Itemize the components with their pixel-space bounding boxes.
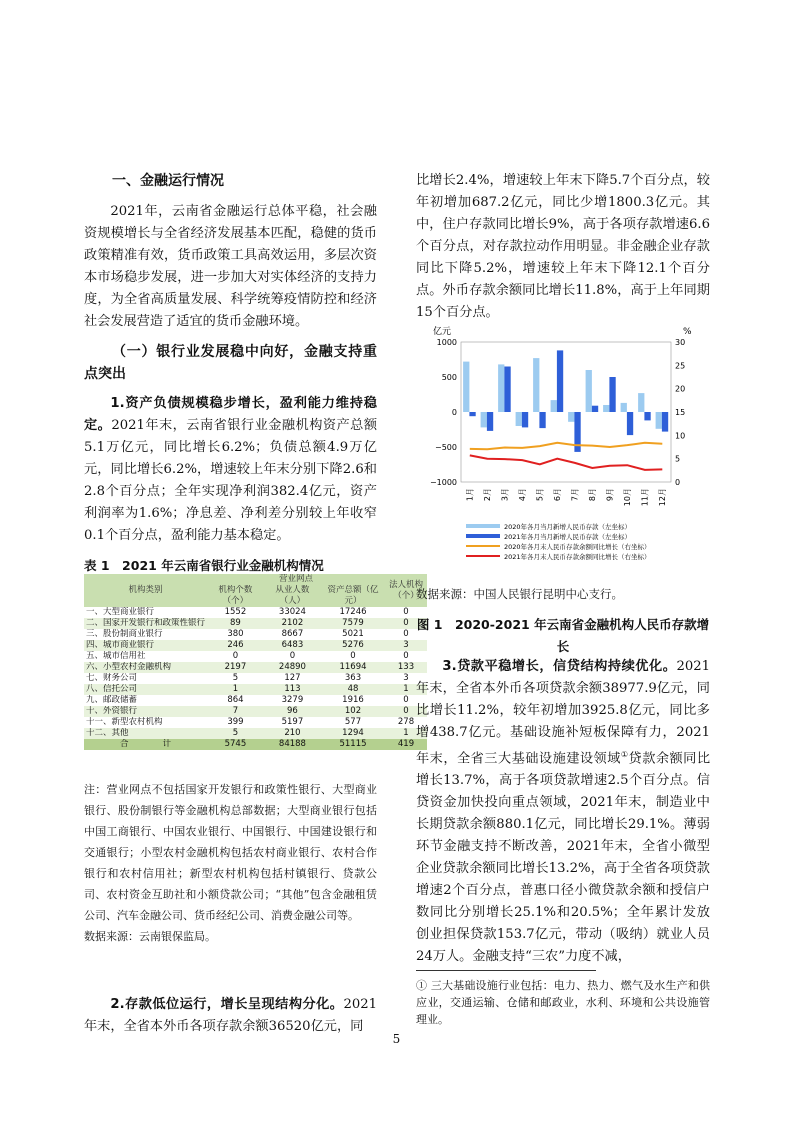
right-tick-label: 15	[675, 408, 686, 417]
table-row	[84, 728, 427, 739]
legend-label: 2021年各月当月新增人民币存款（左坐标）	[504, 533, 632, 541]
bar	[568, 412, 574, 422]
row-staff: 2102	[264, 618, 321, 629]
table-row	[84, 717, 427, 728]
row-staff: 96	[264, 706, 321, 717]
deposit-chart-svg	[416, 324, 716, 574]
row-staff: 210	[264, 728, 321, 739]
row-assets: 48	[321, 684, 385, 695]
table-row	[84, 684, 427, 695]
table-row	[84, 640, 427, 651]
row-name: 四、城市商业银行	[84, 640, 207, 651]
right-tick-label: 5	[675, 454, 681, 464]
bar	[662, 412, 668, 432]
bar	[498, 364, 504, 412]
right-tick-label: 0	[675, 478, 681, 487]
series-line	[470, 443, 663, 450]
row-count: 1	[207, 684, 264, 695]
row-assets: 102	[321, 706, 385, 717]
row-name: 九、邮政储蓄	[86, 695, 138, 705]
paragraph-3-heading: 3.贷款平稳增长，信贷结构持续优化。	[442, 659, 677, 674]
page-number: 5	[392, 1032, 401, 1046]
x-tick-label: 11月	[640, 488, 650, 507]
right-column-bottom	[416, 656, 710, 968]
legend-label: 2021年各月末人民币存款余额同比增长（右坐标）	[504, 553, 651, 561]
x-tick-label: 3月	[500, 488, 510, 502]
right-column-top	[416, 170, 710, 324]
paragraph-1-heading: 1.资产负债规模稳步增长，盈利能力维持稳定。	[84, 396, 377, 433]
row-assets: 11694	[321, 662, 385, 673]
row-count: 399	[227, 717, 244, 727]
bar	[638, 393, 644, 412]
series-line	[470, 455, 663, 470]
total-count: 5745	[207, 739, 264, 750]
row-legal: 0	[403, 629, 409, 639]
row-name: 二、国家开发银行和政策性银行	[86, 618, 206, 628]
total-assets: 51115	[321, 739, 385, 750]
x-tick-label: 6月	[552, 488, 562, 502]
left-column	[84, 166, 377, 547]
footnote-rule	[416, 970, 596, 971]
row-staff: 6483	[264, 640, 321, 651]
row-staff: 8667	[281, 629, 304, 639]
bar	[603, 405, 609, 412]
table-row	[84, 673, 427, 684]
table-note: 注：营业网点不包括国家开发银行和政策性银行、大型商业银行、股份制银行等金融机构总部数据；大型商业银行包括中国工商银行、中国农业银行、中国银行、中国建设银行和交通银行；小型农村金融机构包括农村商业银行、农村合作银行和农村信用社；新型农村机构包括村镇银行、贷款公司、农村资金互助社和小额贷款公司；“其他”包含金融租赁公司、汽车金融公司、货币经纪公司、消费金融公司等。	[84, 783, 377, 922]
paragraph-1	[84, 393, 377, 547]
table-row	[84, 618, 427, 629]
table-note-block	[84, 779, 377, 947]
row-name: 八、信托公司	[84, 684, 207, 695]
table-title: 表 1 2021 年云南省银行业金融机构情况	[84, 558, 324, 573]
x-tick-label: 1月	[465, 488, 475, 502]
row-name: 七、财务公司	[86, 673, 138, 683]
intro-paragraph: 2021年，云南省金融运行总体平稳，社会融资规模增长与全省经济发展基本匹配，稳健的货币政策精准有效，货币政策工具高效运用，多层次资本市场稳步发展，进一步加大对实体经济的支持力度，为全省高质量发展、科学统筹疫情防控和经济社会发展营造了适宜的货币金融环境。	[84, 204, 377, 329]
bar	[533, 358, 539, 412]
row-assets: 17246	[339, 607, 367, 617]
right-tick-label: 20	[675, 384, 686, 394]
left-tick-label: −1000	[429, 478, 457, 487]
legend-label: 2020年各月末人民币存款余额同比增长（右坐标）	[504, 543, 651, 551]
row-staff: 5197	[281, 717, 304, 727]
row-legal: 1	[385, 728, 427, 739]
chart-source: 数据来源：中国人民银行昆明中心支行。	[416, 587, 623, 601]
bar	[586, 370, 592, 412]
col-header-legal: 法人机构（个）	[385, 574, 427, 607]
row-legal: 0	[403, 607, 409, 617]
table-1	[84, 574, 427, 750]
footnote-mark: ①	[620, 750, 629, 759]
row-staff: 0	[289, 651, 296, 661]
row-name: 六、小型农村金融机构	[84, 662, 207, 673]
paragraph-3-body-1: 2021年末，全省本外币各项贷款余额38977.9亿元，同比增长11.2%，较年初增加3925.8亿元，同比多增438.7亿元。基础设施补短板保障有力，2021年末，全省三大基础设施建设领域	[416, 659, 710, 767]
table-body	[84, 607, 427, 739]
x-tick-label: 8月	[587, 488, 597, 502]
total-label: 合 计	[84, 739, 207, 750]
row-assets: 363	[344, 673, 362, 683]
paragraph-3-body-2: 贷款余额同比增长13.7%，高于各项贷款增速2.5个百分点。信贷资金加快投向重点领域，2021年末，制造业中长期贷款余额880.1亿元，同比增长29.1%。薄弱环节金融支持不断改善，2021年末，全省小微型企业贷款余额同比增长13.2%，高于全省各项贷款增速2个百分点，普惠口径小微贷款余额和授信户数同比分别增长25.1%和20.5%；全年累计发放创业担保贷款153.7亿元，带动（吸纳）就业人员24万人。金融支持“三农”力度不减，	[416, 751, 711, 965]
legend-label: 2020年各月当月新增人民币存款（左坐标）	[504, 523, 632, 531]
table-source: 数据来源：云南银保监局。	[84, 930, 216, 943]
left-tick-label: 1000	[436, 338, 457, 347]
row-count: 0	[232, 651, 239, 661]
row-count: 246	[207, 640, 264, 651]
row-legal: 0	[403, 651, 409, 661]
row-legal: 278	[397, 717, 415, 727]
bank-institutions-table	[84, 574, 427, 750]
col-header-count: 机构个数（个）	[207, 585, 264, 607]
right-tick-label: 30	[675, 338, 686, 347]
table-row	[84, 662, 427, 673]
deposit-chart	[416, 324, 716, 574]
row-count: 2197	[207, 662, 264, 673]
row-assets: 5021	[342, 629, 364, 639]
col-header-staff: 从业人数（人）	[264, 585, 321, 607]
bar	[539, 412, 545, 428]
legend-swatch	[466, 524, 500, 528]
x-tick-label: 4月	[517, 488, 527, 502]
left-tick-label: −500	[435, 443, 457, 452]
row-name: 十、外资银行	[84, 706, 207, 717]
bar	[644, 412, 650, 420]
x-tick-label: 2月	[482, 488, 492, 502]
bar	[627, 412, 633, 435]
row-assets: 1916	[342, 695, 364, 705]
table-row	[84, 607, 427, 618]
row-staff: 127	[284, 673, 301, 683]
row-staff: 3279	[281, 695, 304, 705]
row-legal: 0	[403, 695, 409, 705]
row-staff: 113	[264, 684, 321, 695]
row-assets: 0	[350, 651, 356, 661]
bar	[463, 362, 469, 412]
table-row	[84, 651, 427, 662]
x-tick-label: 7月	[570, 488, 580, 502]
total-legal: 419	[385, 739, 427, 750]
bar	[592, 406, 598, 412]
row-name: 一、大型商业银行	[86, 607, 155, 617]
subsection-title: （一）银行业发展稳中向好，金融支持重点突出	[84, 344, 377, 382]
row-count: 1552	[224, 607, 247, 617]
x-tick-label: 12月	[657, 488, 667, 507]
total-staff: 84188	[264, 739, 321, 750]
col-header-group: 营业网点	[207, 574, 385, 585]
row-legal: 0	[385, 706, 427, 717]
right-axis-label: %	[683, 327, 692, 337]
col-header-type: 机构类别	[84, 574, 207, 607]
paragraph-2-body: 2021年末，全省本外币各项存款余额36520亿元，同	[84, 997, 377, 1034]
row-assets: 1294	[321, 728, 385, 739]
table-row	[84, 695, 427, 706]
bar	[481, 412, 487, 427]
bar	[551, 400, 557, 412]
x-tick-label: 9月	[605, 488, 615, 502]
paragraph-2-heading: 2.存款低位运行，增长呈现结构分化。	[110, 997, 344, 1012]
bar	[656, 412, 662, 429]
section-title: 一、金融运行情况	[112, 173, 224, 189]
row-count: 5	[232, 673, 239, 683]
row-assets: 7579	[321, 618, 385, 629]
row-legal: 1	[385, 684, 427, 695]
row-legal: 3	[403, 673, 409, 683]
figure-title: 图 1 2020-2021 年云南省金融机构人民币存款增长	[416, 617, 710, 654]
row-assets: 577	[344, 717, 362, 727]
bar	[557, 350, 563, 412]
row-name: 三、股份制商业银行	[86, 629, 163, 639]
row-legal: 133	[385, 662, 427, 673]
row-staff: 24890	[264, 662, 321, 673]
bar	[469, 412, 475, 416]
row-name: 五、城市信用社	[86, 651, 146, 661]
right-tick-label: 10	[675, 431, 686, 441]
paragraph-3	[416, 656, 710, 968]
row-count: 7	[207, 706, 264, 717]
left-axis-label: 亿元	[433, 327, 452, 337]
row-legal: 3	[385, 640, 427, 651]
row-count: 864	[227, 695, 244, 705]
right-tick-label: 25	[675, 361, 686, 371]
row-staff: 33024	[278, 607, 306, 617]
left-tick-label: 500	[441, 373, 457, 382]
x-tick-label: 10月	[622, 488, 632, 507]
bar	[504, 367, 510, 413]
bar	[609, 377, 615, 412]
row-name: 十二、其他	[84, 728, 207, 739]
row-name: 十一、新型农村机构	[86, 717, 163, 727]
row-legal: 0	[385, 618, 427, 629]
left-tick-label: 0	[451, 408, 457, 417]
legend-swatch	[466, 534, 500, 538]
table-row	[84, 629, 427, 640]
table-row	[84, 706, 427, 717]
row-count: 89	[207, 618, 264, 629]
col-header-assets: 资产总额（亿元）	[321, 585, 385, 607]
row-count: 5	[207, 728, 264, 739]
paragraph-1-body: 2021年末，云南省银行业金融机构资产总额5.1万亿元，同比增长6.2%；负债总额4.9万亿元，同比增长6.2%，增速较上年末分别下降2.6和2.8个百分点；全年实现净利润382.4亿元，资产利润率为1.6%；净息差、净利差分别较上年收窄0.1个百分点，盈利能力基本稳定。	[84, 418, 378, 543]
x-tick-label: 5月	[535, 488, 545, 502]
bar	[621, 403, 627, 412]
bar	[522, 412, 528, 427]
footnote: ① 三大基础设施行业包括：电力、热力、燃气及水生产和供应业，交通运输、仓储和邮政业，水利、环境和公共设施管理业。	[416, 979, 710, 1026]
row-count: 380	[227, 629, 244, 639]
paragraph-2-continued: 比增长2.4%，增速较上年末下降5.7个百分点，较年初增加687.2亿元，同比少增1800.3亿元。其中，住户存款同比增长9%，高于各项存款增速6.6个百分点，对存款拉动作用明显。非金融企业存款同比下降5.2%，增速较上年末下降12.1个百分点。外币存款余额同比增长11.8%，高于上年同期15个百分点。	[416, 173, 710, 320]
row-assets: 5276	[321, 640, 385, 651]
bar	[516, 412, 522, 426]
bar	[487, 412, 493, 431]
